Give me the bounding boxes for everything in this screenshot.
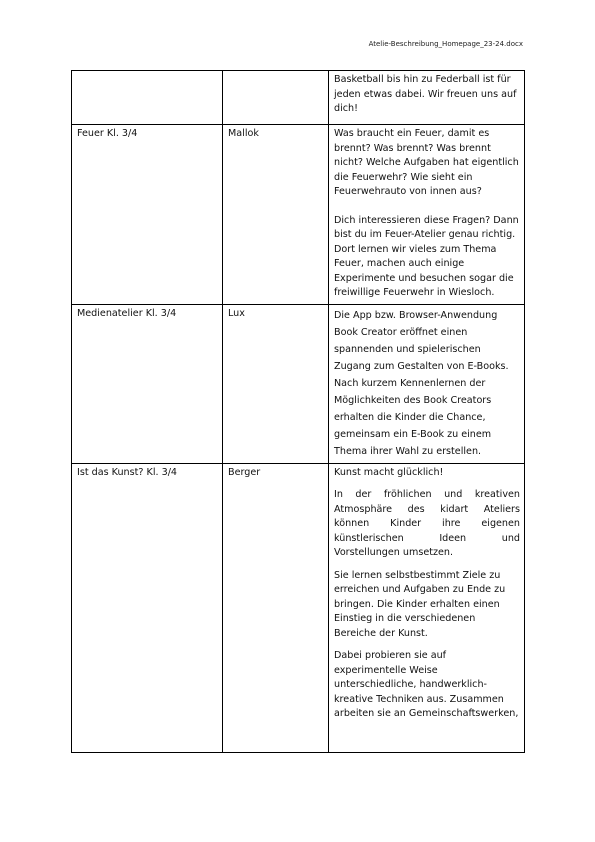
document-filename: Atelie-Beschreibung_Homepage_23-24.docx (368, 40, 523, 48)
description-paragraph: Die App bzw. Browser-Anwendung Book Creator eröffnet einen spannenden und spielerischen Zugang zum Gestalten von E-Books. Nach kurzem Kennenlernen der Möglichkeiten des Book Creators erhalten die Kinder die Chance, gemeinsam ein E-Book zu einem Thema ihrer Wahl zu erstellen. (334, 309, 509, 457)
description-cell (329, 304, 525, 463)
description-paragraph: Dabei probieren sie auf experimentelle Weise unterschiedliche, handwerklich-kreative Techniken aus. Zusammen arbeiten sie an Gemeinschaftswerken, (334, 650, 519, 719)
table-row (72, 304, 525, 463)
description-paragraph: Sie lernen selbstbestimmt Ziele zu erreichen und Aufgaben zu Ende zu bringen. Die Kinder erhalten einen Einstieg in die verschiedenen Bereiche der Kunst. (334, 569, 506, 639)
description-cell (329, 71, 525, 125)
course-cell: Medienatelier Kl. 3/4 (72, 304, 223, 463)
table-row (72, 71, 525, 125)
teacher-cell: Mallok (223, 125, 329, 305)
teacher-cell (223, 71, 329, 125)
table-row (72, 463, 525, 752)
teacher-cell: Lux (223, 304, 329, 463)
description-paragraph: Was braucht ein Feuer, damit es brennt? Was brennt? Was brennt nicht? Welche Aufgaben hat eigentlich die Feuerwehr? Wie sieht ein Feuerwehrauto von innen aus? (334, 128, 519, 197)
description-paragraph: In der fröhlichen und kreativen Atmosphäre des kidart Ateliers können Kinder ihre eigenen künstlerischen Ideen und Vorstellungen umsetzen. (334, 489, 520, 558)
course-cell: Feuer Kl. 3/4 (72, 125, 223, 305)
description-paragraph: Kunst macht glücklich! (334, 466, 444, 478)
description-paragraph: Dich interessieren diese Fragen? Dann bist du im Feuer-Atelier genau richtig. Dort lernen wir vieles zum Thema Feuer, machen auch einige Experimente und besuchen sogar die freiwillige Feuerwehr in Wiesloch. (334, 214, 519, 298)
description-paragraph: Basketball bis hin zu Federball ist für jeden etwas dabei. Wir freuen uns auf dich! (334, 74, 517, 114)
course-table (71, 70, 525, 753)
table-row (72, 125, 525, 305)
description-cell (329, 463, 525, 752)
course-cell: Ist das Kunst? Kl. 3/4 (72, 463, 223, 752)
description-cell (329, 125, 525, 305)
teacher-cell: Berger (223, 463, 329, 752)
course-cell (72, 71, 223, 125)
